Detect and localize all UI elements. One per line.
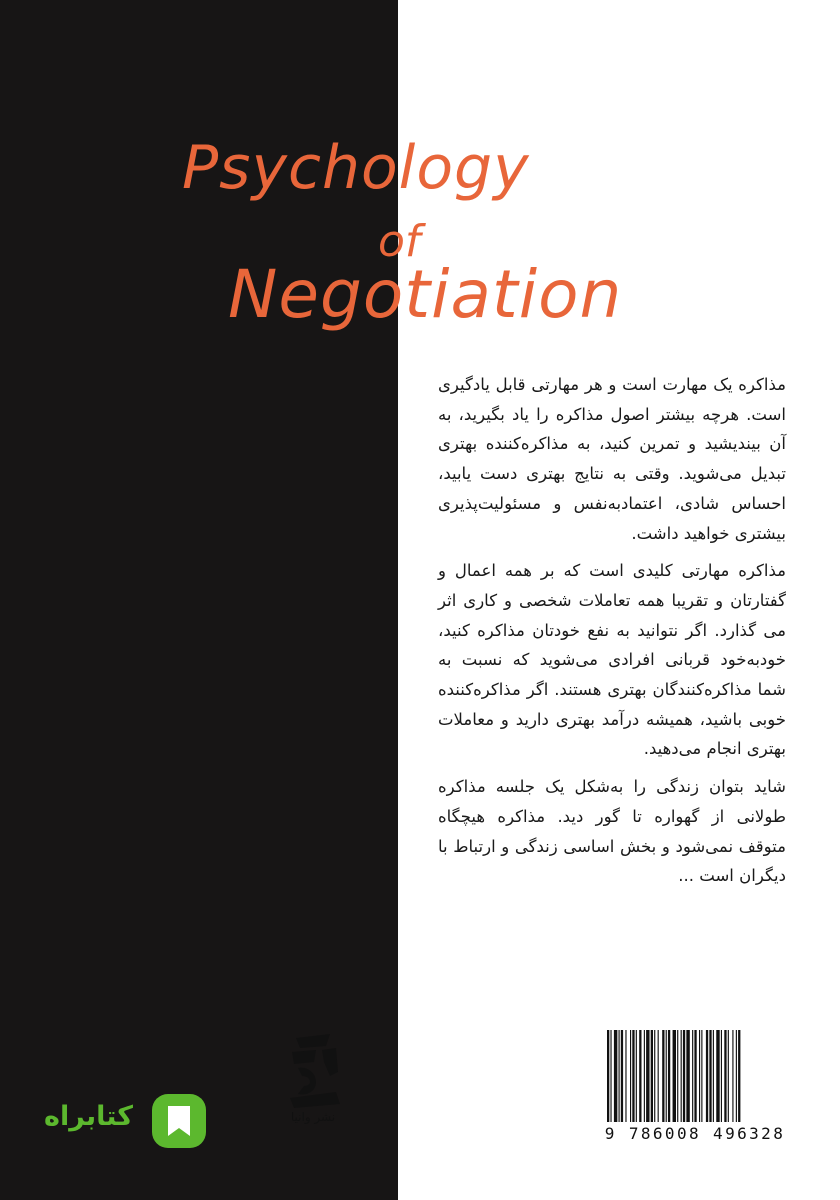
bookmark-badge-icon <box>150 1092 208 1150</box>
barcode-icon <box>607 1030 783 1122</box>
blurb-paragraph-3: شاید بتوان زندگی را به‌شکل یک جلسه مذاکره طولانی از گهواره تا گور دید. مذاکره هیچگاه متوقف نمی‌شود و بخش اساسی زندگی و ارتباط با دیگران است ... <box>438 777 786 886</box>
blurb-paragraph-1: مذاکره یک مهارت است و هر مهارتی قابل یادگیری است. هرچه بیشتر اصول مذاکره را یاد بگیرید، به آن بیندیشید و تمرین کنید، به مذاکره‌کننده بهتری تبدیل می‌شوید. وقتی به نتایج بهتری دست یابید، احساس شادی، اعتمادبه‌نفس و مسئولیت‌پذیری بیشتری خواهید داشت. <box>438 375 786 543</box>
isbn-number: 9 786008 496328 <box>604 1124 786 1143</box>
blurb-paragraph-2: مذاکره مهارتی کلیدی است که بر همه اعمال و گفتارتان و تقریبا همه تعاملات شخصی و کاری اثر می گذارد. اگر نتوانید به نفع خودتان مذاکره کنید، خودبه‌خود قربانی افرادی می‌شوید که نسبت به شما مذاکره‌کنندگان بهتری هستند. اگر مذاکره‌کننده خوبی باشید، همیشه درآمد بهتری دارید و معاملات بهتری انجام می‌دهید. <box>438 561 786 759</box>
publisher-name: نشر وانیا <box>290 1110 336 1124</box>
title-line-negotiation: Negotiation <box>228 256 623 333</box>
store-name: کتابراه <box>44 1101 133 1132</box>
title-line-of: of <box>378 216 421 267</box>
publisher-logo-icon <box>286 1032 344 1112</box>
back-cover-blurb <box>438 370 786 899</box>
title-line-psychology: Psychology <box>182 133 530 203</box>
